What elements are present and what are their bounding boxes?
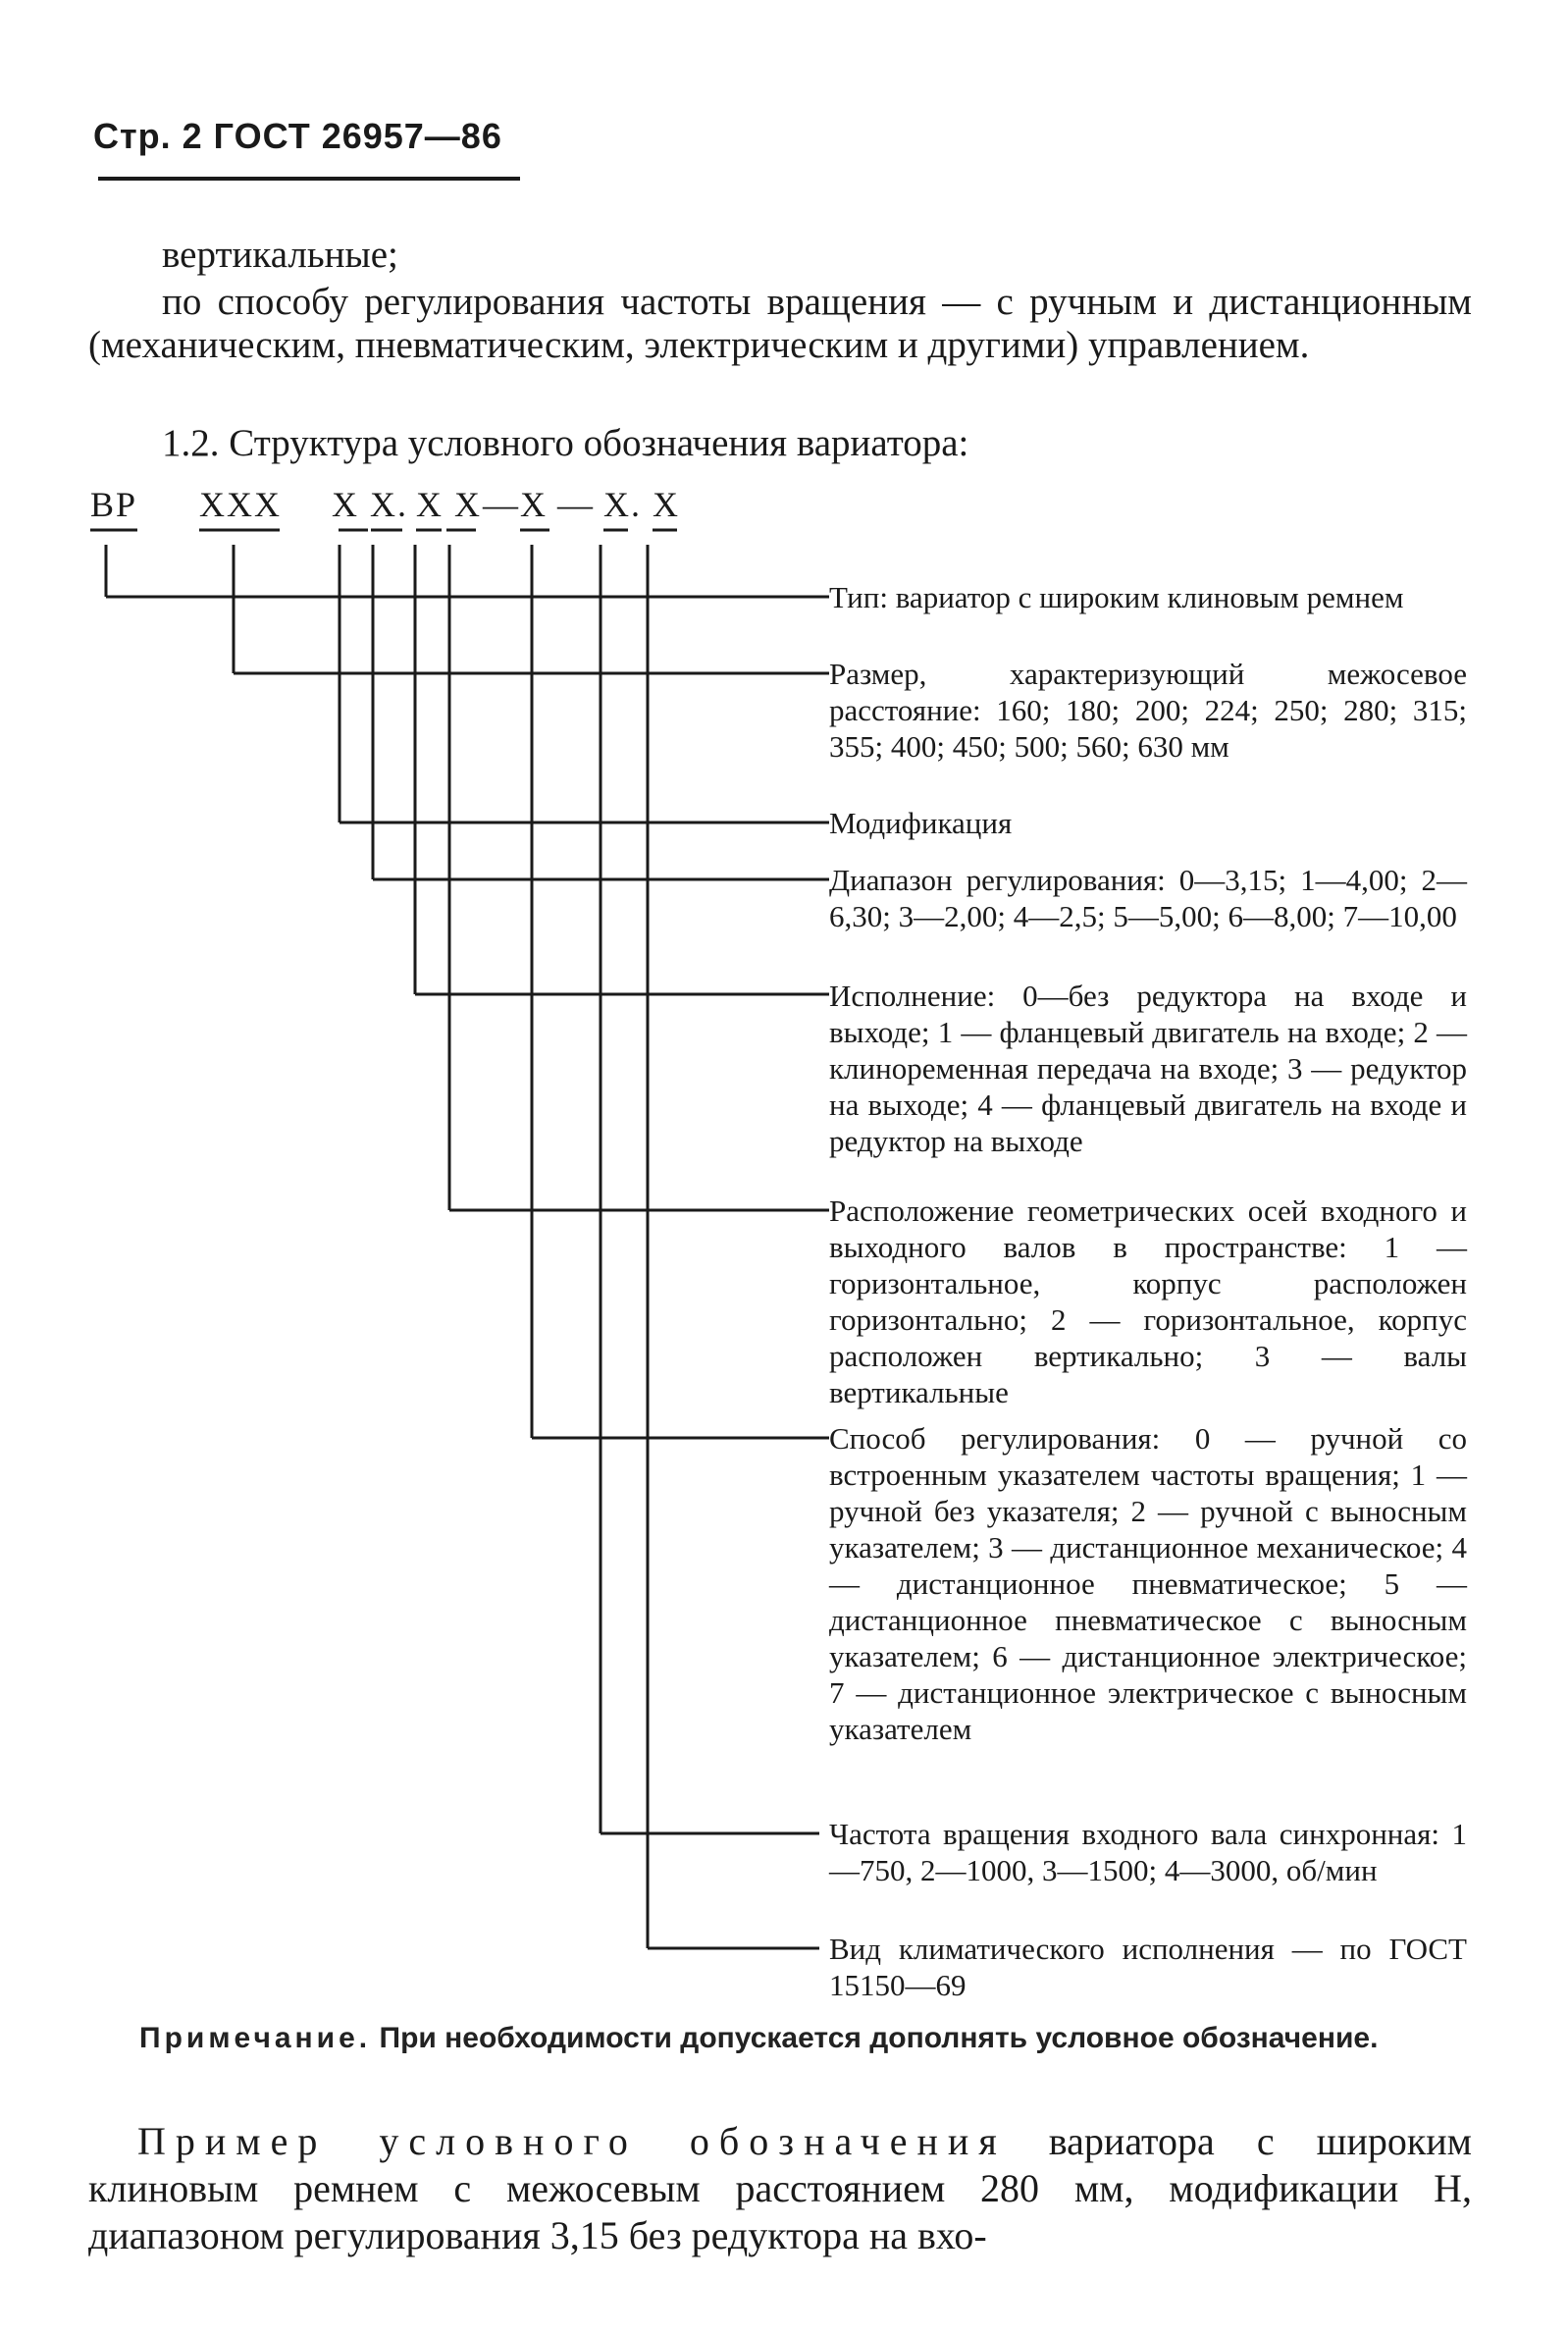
example-lead: Пример условного обозначения [137, 2119, 1007, 2163]
desc-type: Тип: вариатор с широким клиновым ремнем [829, 580, 1404, 614]
example-paragraph [88, 2118, 1472, 2259]
code-exec-pos: X X [416, 485, 482, 524]
text-regulation: по способу регулирования частоты вращения — с ручным и дистанционным (механическим, пневматическим, электрическим и другими) управлением. [88, 281, 1472, 366]
desc-execution: Исполнение: 0—без редуктора на входе и выходе; 1 — фланцевый двигатель на входе; 2 — клиноременная передача на входе; 3 — редуктор на выходе; 4 — фланцевый двигатель на входе и редуктор на выходе [829, 979, 1467, 1158]
page-header [93, 116, 502, 157]
code-regulation: X [520, 485, 548, 524]
desc-range: Диапазон регулирования: 0—3,15; 1—4,00; 2—6,30; 3—2,00; 4—2,5; 5—5,00; 6—8,00; 7—10,00 [829, 863, 1467, 933]
desc-climate: Вид климатического исполнения — по ГОСТ 15150—69 [829, 1932, 1467, 2002]
note-text: При необходимости допускается дополнять условное обозначение. [379, 2022, 1379, 2054]
note-label: Примечание. [139, 2022, 372, 2054]
desc-position: Расположение геометрических осей входного и выходного валов в пространстве: 1 — горизонтальное, корпус расположен горизонтально; 2 — горизонтальное, корпус расположен вертикально; 3 — валы вертикальные [829, 1193, 1467, 1409]
code-dash-2: — [557, 485, 595, 524]
code-frequency: X. [603, 485, 642, 524]
code-climate: X [653, 485, 680, 524]
structure-heading: 1.2. Структура условного обозначения вариатора: [162, 422, 969, 464]
header-rule [98, 177, 520, 181]
standard-number: ГОСТ 26957—86 [213, 116, 502, 156]
code-size: XXX [199, 485, 282, 524]
desc-frequency: Частота вращения входного вала синхронная: 1—750, 2—1000, 3—1500; 4—3000, об/мин [829, 1817, 1467, 1887]
desc-modification: Модификация [829, 806, 1013, 840]
code-dash-1: — [483, 485, 520, 524]
page-label: Стр. 2 [93, 116, 203, 156]
desc-size: Размер, характеризующий межосевое расстояние: 160; 180; 200; 224; 250; 280; 315; 355; 400; 450; 500; 560; 630 мм [829, 657, 1467, 764]
code-prefix: ВР [90, 485, 138, 524]
code-mod-range: X X. [332, 485, 408, 524]
example-text: вариатора с широким клиновым ремнем с межосевым расстоянием 280 мм, модификации Н, диапазоном регулирования 3,15 без редуктора на вхо- [88, 2119, 1472, 2257]
note [139, 2020, 1454, 2057]
desc-regulation: Способ регулирования: 0 — ручной со встроенным указателем частоты вращения; 1 — ручной без указателя; 2 — ручной с выносным указателем; 3 — дистанционное механическое; 4 — дистанционное пневматическое; 5 — дистанционное пневматическое с выносным указателем; 6 — дистанционное электрическое; 7 — дистанционное электрическое с выносным указателем [829, 1421, 1467, 1746]
text-vertical: вертикальные; [162, 234, 398, 276]
